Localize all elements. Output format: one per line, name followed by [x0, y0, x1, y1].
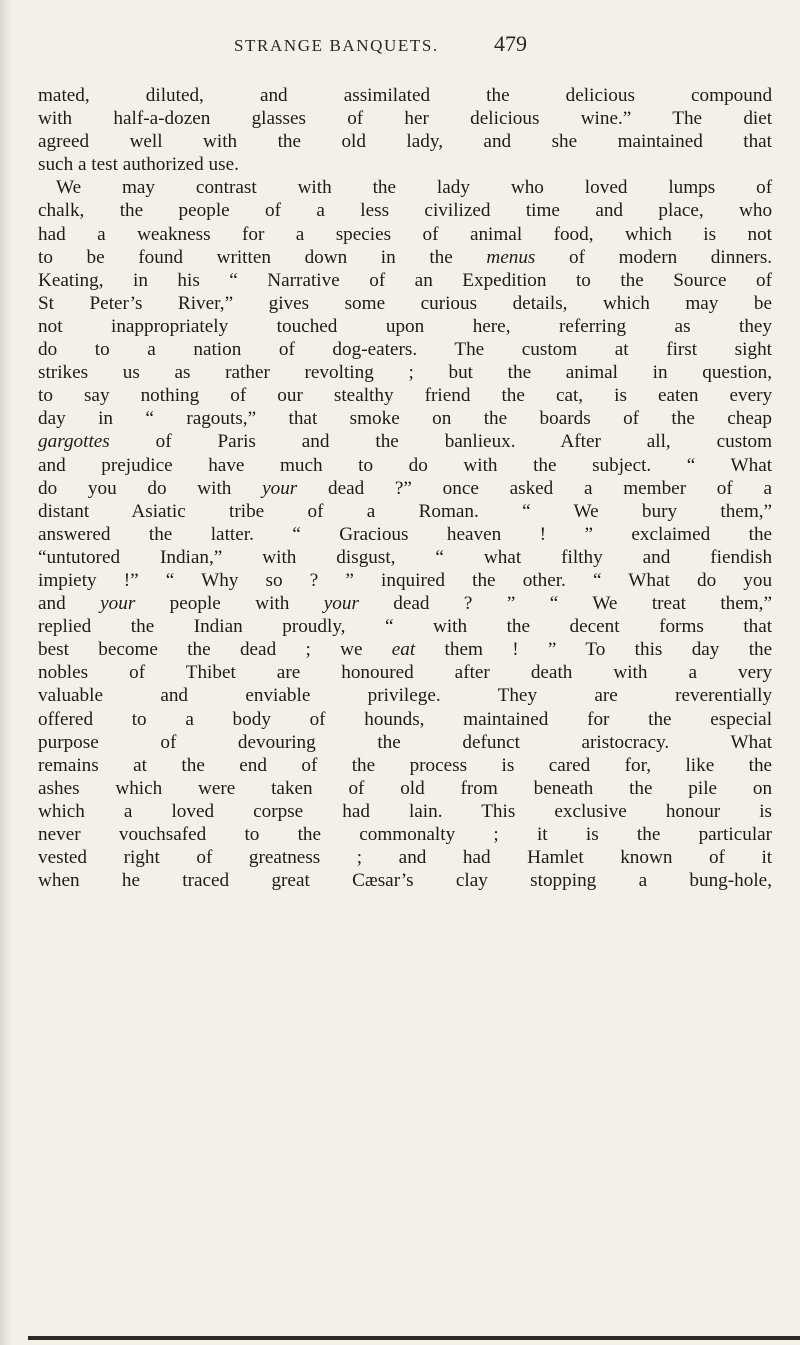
running-title: STRANGE BANQUETS. — [234, 36, 439, 55]
text-line: which a loved corpse had lain. This exclusive honour is — [38, 800, 773, 822]
text-line: impiety !” “ Why so ? ” inquired the other. “ What do you — [38, 569, 773, 591]
text-line: to be found written down in the menus of modern dinners. — [38, 246, 773, 268]
text-line: distant Asiatic tribe of a Roman. “ We bury them,” — [38, 500, 773, 522]
text-line: not inappropriately touched upon here, referring as they — [38, 315, 773, 337]
text-line: had a weakness for a species of animal food, which is not — [38, 223, 772, 245]
text-line: mated, diluted, and assimilated the delicious compound — [38, 85, 773, 106]
text-line: such a test authorized use. — [38, 154, 239, 176]
text-line: when he traced great Cæsar’s clay stopping a bung-hole, — [38, 870, 772, 892]
text-line: never vouchsafed to the commonalty ; it is the particular — [38, 824, 773, 845]
page-edge-shadow — [0, 0, 12, 1345]
text-line: St Peter’s River,” gives some curious details, which may be — [38, 292, 772, 314]
text-line: vested right of greatness ; and had Hamlet known of it — [38, 847, 773, 869]
text-line: “untutored Indian,” with disgust, “ what filthy and fiendish — [38, 546, 773, 568]
text-line: nobles of Thibet are honoured after death with a very — [38, 662, 773, 684]
text-line: agreed well with the old lady, and she maintained that — [38, 131, 773, 153]
text-line: with half-a-dozen glasses of her delicious wine.” The diet — [38, 108, 773, 130]
text-line: valuable and enviable privilege. They are reverentially — [38, 685, 773, 707]
text-line: We may contrast with the lady who loved lumps of — [56, 177, 773, 199]
text-line: day in “ ragouts,” that smoke on the boards of the cheap — [38, 408, 772, 430]
text-line: replied the Indian proudly, “ with the decent forms that — [38, 616, 773, 638]
text-line: answered the latter. “ Gracious heaven ! ” exclaimed the — [38, 523, 773, 545]
text-line: do you do with your dead ?” once asked a member of a — [38, 477, 773, 499]
text-line: and your people with your dead ? ” “ We treat them,” — [38, 593, 772, 615]
text-line: chalk, the people of a less civilized time and place, who — [38, 200, 773, 222]
text-line: ashes which were taken of old from beneath the pile on — [38, 777, 773, 799]
text-line: gargottes of Paris and the banlieux. After all, custom — [38, 431, 773, 453]
text-line: purpose of devouring the defunct aristocracy. What — [38, 731, 773, 753]
body-text — [38, 84, 772, 892]
page-bottom-rule — [28, 1336, 800, 1340]
page-header — [0, 30, 800, 64]
page-number: 479 — [494, 31, 527, 56]
text-line: to say nothing of our stealthy friend the cat, is eaten every — [38, 385, 773, 407]
text-line: Keating, in his “ Narrative of an Expedition to the Source of — [38, 269, 772, 291]
text-line: remains at the end of the process is cared for, like the — [38, 754, 773, 776]
text-line: do to a nation of dog-eaters. The custom at first sight — [38, 339, 772, 361]
text-line: and prejudice have much to do with the subject. “ What — [38, 454, 773, 476]
text-line: offered to a body of hounds, maintained for the especial — [38, 708, 773, 730]
text-line: best become the dead ; we eat them ! ” To this day the — [38, 639, 773, 661]
text-line: strikes us as rather revolting ; but the animal in question, — [38, 362, 773, 384]
